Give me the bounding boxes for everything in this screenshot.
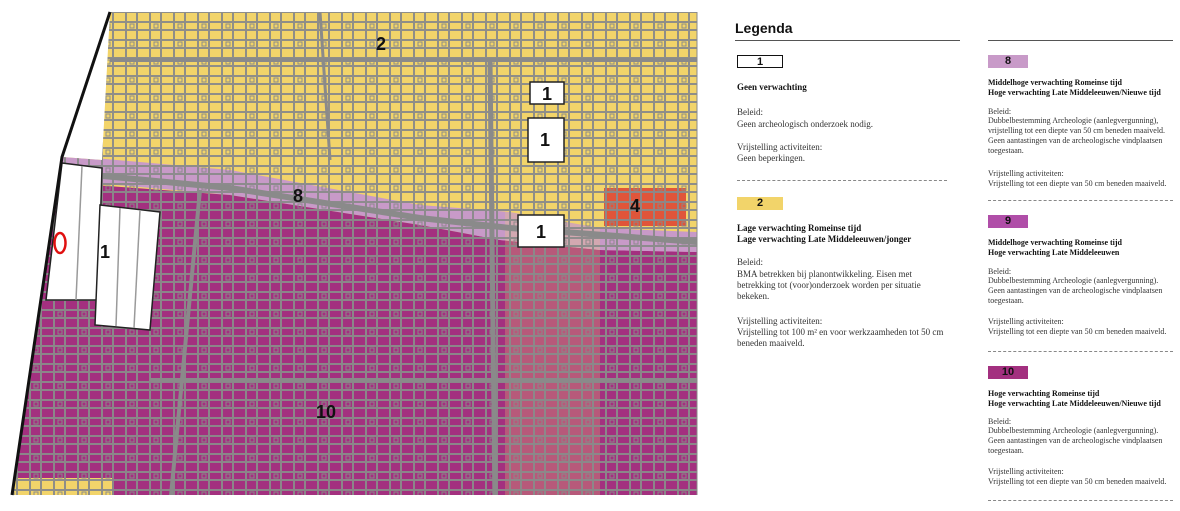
legend-10-vrij-label: Vrijstelling activiteiten: [988,467,1064,476]
legend-9-vrij-label: Vrijstelling activiteiten: [988,317,1064,326]
legend-9-beleid: Dubbelbestemming Archeologie (aanlegvergunning). Geen aantastingen van de archeologische vindplaatsen toegestaan. [988,276,1163,305]
legend-2-heading-2: Lage verwachting Late Middeleeuwen/jonger [737,234,912,244]
legend-2-vrij: Vrijstelling tot 100 m² en voor werkzaamheden tot 50 cm beneden maaiveld. [737,327,944,348]
legend-9-vrij: Vrijstelling tot een diepte van 50 cm beneden maaiveld. [988,327,1167,336]
legend-10-heading-2: Hoge verwachting Late Middeleeuwen/Nieuwe tijd [988,399,1161,408]
legend-9-heading-1: Middelhoge verwachting Romeinse tijd [988,238,1122,247]
legend-1-vrij-label: Vrijstelling activiteiten: [737,142,823,152]
legend-2-heading-1: Lage verwachting Romeinse tijd [737,223,862,233]
legend-2-beleid: BMA betrekken bij planontwikkeling. Eisen met betrekking tot (voor)onderzoek worden per situatie bekeken. [737,269,921,301]
legend-10-beleid: Dubbelbestemming Archeologie (aanlegvergunning). Geen aantastingen van de archeologische vindplaatsen toegestaan. [988,426,1163,455]
legend-8-vrij: Vrijstelling tot een diepte van 50 cm beneden maaiveld. [988,179,1167,188]
legend-swatch-8: 8 [988,55,1028,68]
legend-swatch-10: 10 [988,366,1028,379]
legend-8-divider [988,200,1173,201]
legend-10-divider [988,500,1173,501]
legend-swatch-2: 2 [737,197,783,210]
zone-label-1-south: 1 [536,222,547,242]
legend-2-vrij-label: Vrijstelling activiteiten: [737,316,823,326]
legend-9-beleid-label: Beleid: [988,267,1012,276]
legend-8-heading-2: Hoge verwachting Late Middeleeuwen/Nieuwe tijd [988,88,1161,97]
legend-1-beleid-label: Beleid: [737,107,763,117]
zone-label-1-mid: 1 [540,130,551,150]
legend-9-heading-2: Hoge verwachting Late Middeleeuwen [988,248,1120,257]
legend-9-divider [988,351,1173,352]
legend-8-beleid: Dubbelbestemming Archeologie (aanlegvergunning), vrijstelling tot een diepte van 50 cm beneden maaiveld. Geen aantastingen van de archeologische vindplaatsen toegestaan. [988,116,1166,155]
legend-2-beleid-label: Beleid: [737,257,763,267]
zone-label-1-north: 1 [542,84,553,104]
zone-label-8: 8 [293,186,304,206]
legend-8-beleid-label: Beleid: [988,107,1012,116]
zone-label-4: 4 [630,196,641,216]
legend-title-rule [735,40,960,41]
legend-right-top-rule [988,40,1173,41]
legend-10-heading-1: Hoge verwachting Romeinse tijd [988,389,1100,398]
legend-10-vrij: Vrijstelling tot een diepte van 50 cm beneden maaiveld. [988,477,1167,486]
legend-swatch-9: 9 [988,215,1028,228]
zone-label-1-west: 1 [100,242,111,262]
legend-1-beleid: Geen archeologisch onderzoek nodig. [737,119,873,129]
zone-label-2: 2 [376,34,387,54]
zone-label-10: 10 [316,402,337,422]
legend-title: Legenda [735,20,793,36]
legend-1-divider [737,180,947,181]
legend-panel [700,0,1180,506]
legend-10-beleid-label: Beleid: [988,417,1012,426]
legend-8-heading-1: Middelhoge verwachting Romeinse tijd [988,78,1122,87]
legend-8-vrij-label: Vrijstelling activiteiten: [988,169,1064,178]
legend-swatch-1: 1 [737,55,783,68]
legend-1-heading: Geen verwachting [737,82,807,92]
legend-1-vrij: Geen beperkingen. [737,153,805,163]
